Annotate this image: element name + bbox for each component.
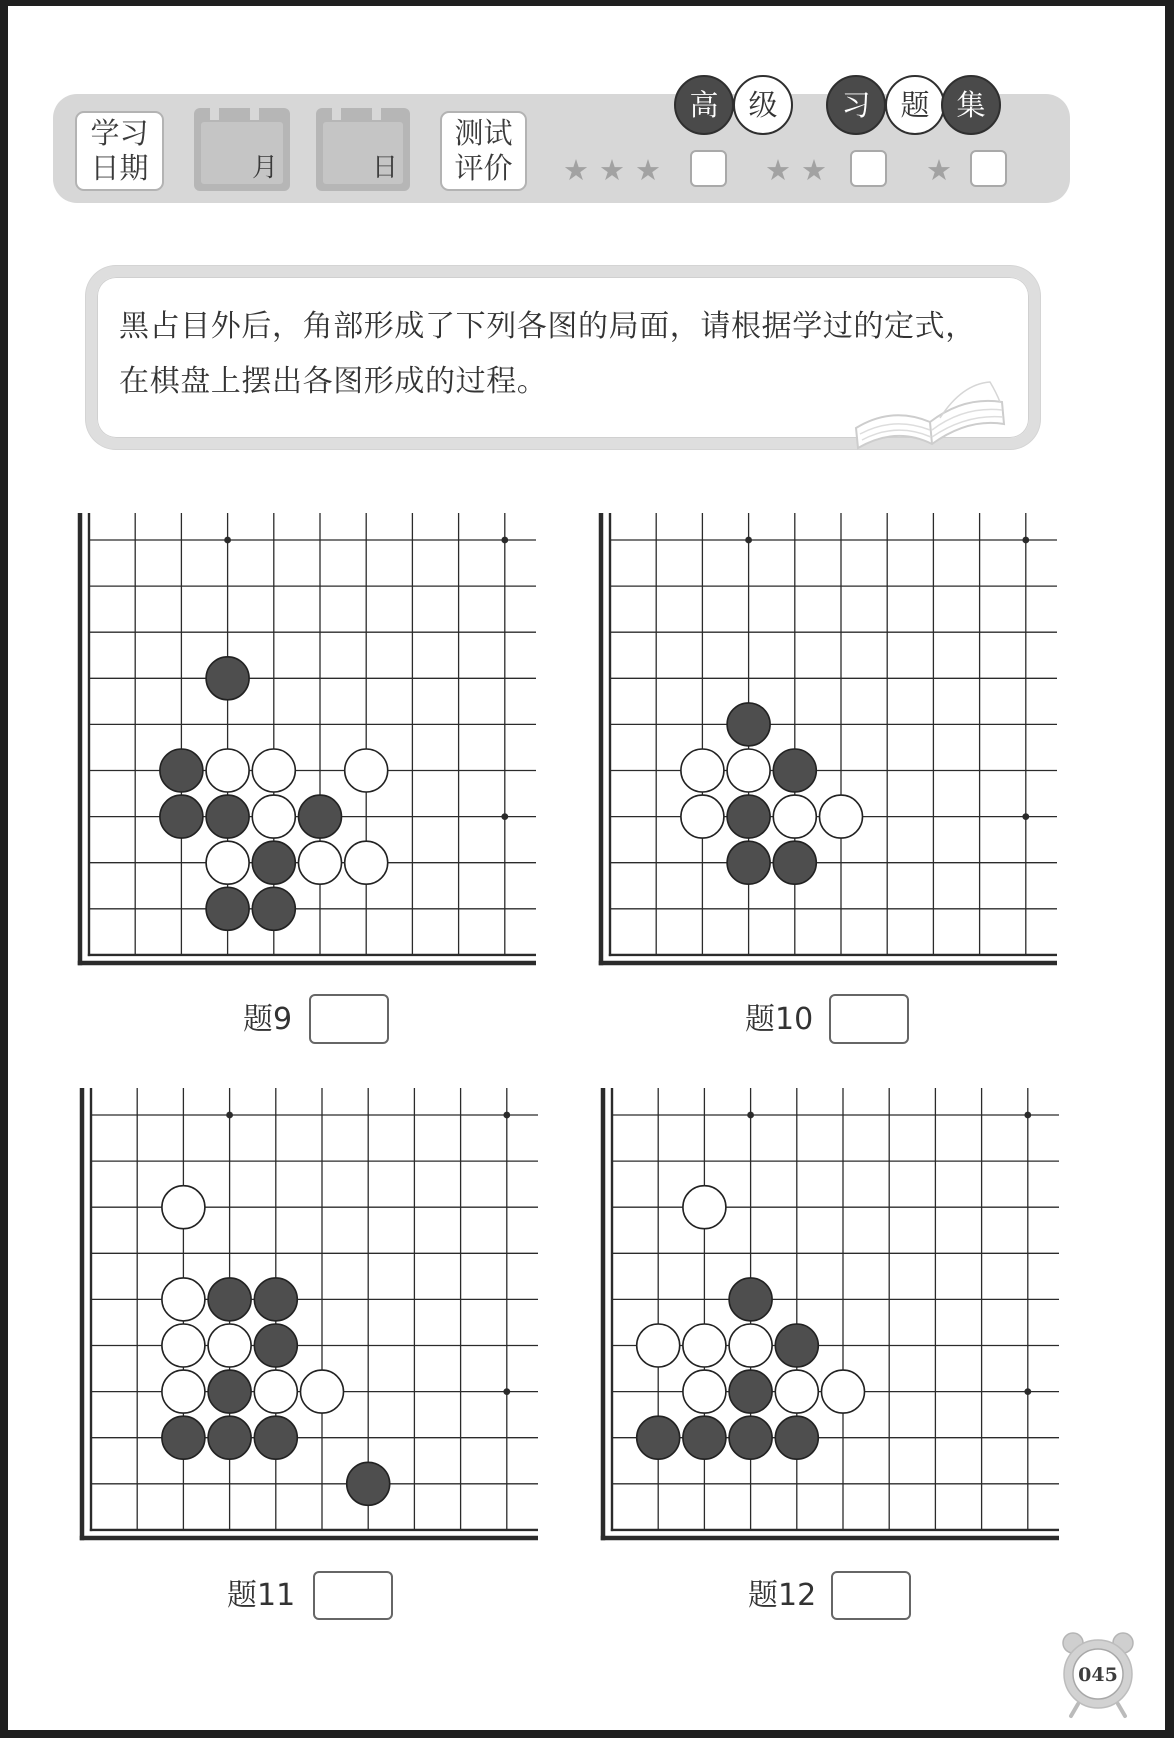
black-stone [729,1416,772,1459]
problem-11-label: 题11 [227,1578,296,1613]
black-stone [206,887,249,930]
white-stone [727,749,770,792]
problem-12-answer-box[interactable] [831,1571,911,1620]
star-point [226,1112,233,1119]
open-book-icon [850,362,1010,457]
black-stone [727,703,770,746]
go-board-problem-10 [597,511,1059,969]
white-stone [252,795,295,838]
black-stone [254,1278,297,1321]
black-stone [206,657,249,700]
white-stone [208,1324,251,1367]
go-board-problem-11 [78,1086,540,1544]
month-field[interactable] [194,108,290,191]
white-stone [729,1324,772,1367]
study-date-label [75,111,164,191]
white-stone [345,841,388,884]
two-star-checkbox[interactable] [850,150,887,187]
white-stone [683,1324,726,1367]
two-star-rating-icon: ★★ [765,153,837,187]
problem-9-label: 题9 [243,1002,293,1037]
star-point [503,1388,510,1395]
go-board-problem-9 [76,511,538,969]
problem-11-answer-box[interactable] [313,1571,393,1620]
white-stone [301,1370,344,1413]
star-point [1024,1388,1031,1395]
title-badge-char: 级 [748,88,778,122]
white-stone [162,1370,205,1413]
black-stone [208,1370,251,1413]
problem-10-label: 题10 [745,1002,814,1037]
title-badge-char: 集 [956,88,986,122]
star-point [1022,537,1029,544]
title-badge [674,75,734,135]
page-number: 045 [1078,1664,1118,1686]
evaluation-label-line1: 测试 [454,116,513,150]
black-stone [775,1416,818,1459]
white-stone [345,749,388,792]
title-badge-char: 高 [689,88,719,122]
white-stone [162,1324,205,1367]
black-stone [254,1324,297,1367]
problem-9-answer-box[interactable] [309,994,389,1044]
day-field[interactable] [316,108,410,191]
black-stone [208,1416,251,1459]
white-stone [820,795,863,838]
white-stone [683,1370,726,1413]
white-stone [822,1370,865,1413]
white-stone [206,749,249,792]
white-stone [252,749,295,792]
black-stone [252,841,295,884]
black-stone [637,1416,680,1459]
go-board-problem-12 [599,1086,1061,1544]
black-stone [683,1416,726,1459]
day-label: 日 [371,153,398,183]
white-stone [162,1186,205,1229]
one-star-rating-icon: ★ [926,153,962,187]
black-stone [299,795,342,838]
black-stone [254,1416,297,1459]
three-star-checkbox[interactable] [690,150,727,187]
title-badge [885,75,945,135]
evaluation-label-line2: 评价 [454,151,513,185]
page-number-clock-icon [1045,1622,1151,1726]
white-stone [681,749,724,792]
white-stone [681,795,724,838]
black-stone [727,841,770,884]
star-point [501,537,508,544]
title-badge [733,75,793,135]
star-point [224,537,231,544]
title-badge [941,75,1001,135]
white-stone [775,1370,818,1413]
black-stone [160,795,203,838]
month-label: 月 [251,153,278,183]
black-stone [347,1462,390,1505]
white-stone [254,1370,297,1413]
study-date-label-line1: 学习 [90,116,149,150]
title-badge [826,75,886,135]
black-stone [160,749,203,792]
three-star-rating-icon: ★★★ [563,153,671,187]
white-stone [773,795,816,838]
star-point [745,537,752,544]
study-date-label-line2: 日期 [90,151,149,185]
black-stone [773,749,816,792]
white-stone [299,841,342,884]
one-star-checkbox[interactable] [970,150,1007,187]
black-stone [206,795,249,838]
black-stone [775,1324,818,1367]
title-badge-char: 习 [841,88,871,122]
black-stone [727,795,770,838]
star-point [503,1112,510,1119]
star-point [747,1112,754,1119]
star-point [1024,1112,1031,1119]
white-stone [683,1186,726,1229]
problem-12-label: 题12 [748,1578,817,1613]
white-stone [162,1278,205,1321]
instruction-line-1: 黑占目外后，角部形成了下列各图的局面，请根据学过的定式， [119,309,976,344]
black-stone [729,1370,772,1413]
star-point [501,813,508,820]
black-stone [729,1278,772,1321]
white-stone [206,841,249,884]
title-badge-char: 题 [900,88,930,122]
black-stone [773,841,816,884]
instruction-line-2: 在棋盘上摆出各图形成的过程。 [119,364,548,399]
black-stone [208,1278,251,1321]
black-stone [162,1416,205,1459]
black-stone [252,887,295,930]
evaluation-label [440,111,527,191]
white-stone [637,1324,680,1367]
star-point [1022,813,1029,820]
problem-10-answer-box[interactable] [829,994,909,1044]
